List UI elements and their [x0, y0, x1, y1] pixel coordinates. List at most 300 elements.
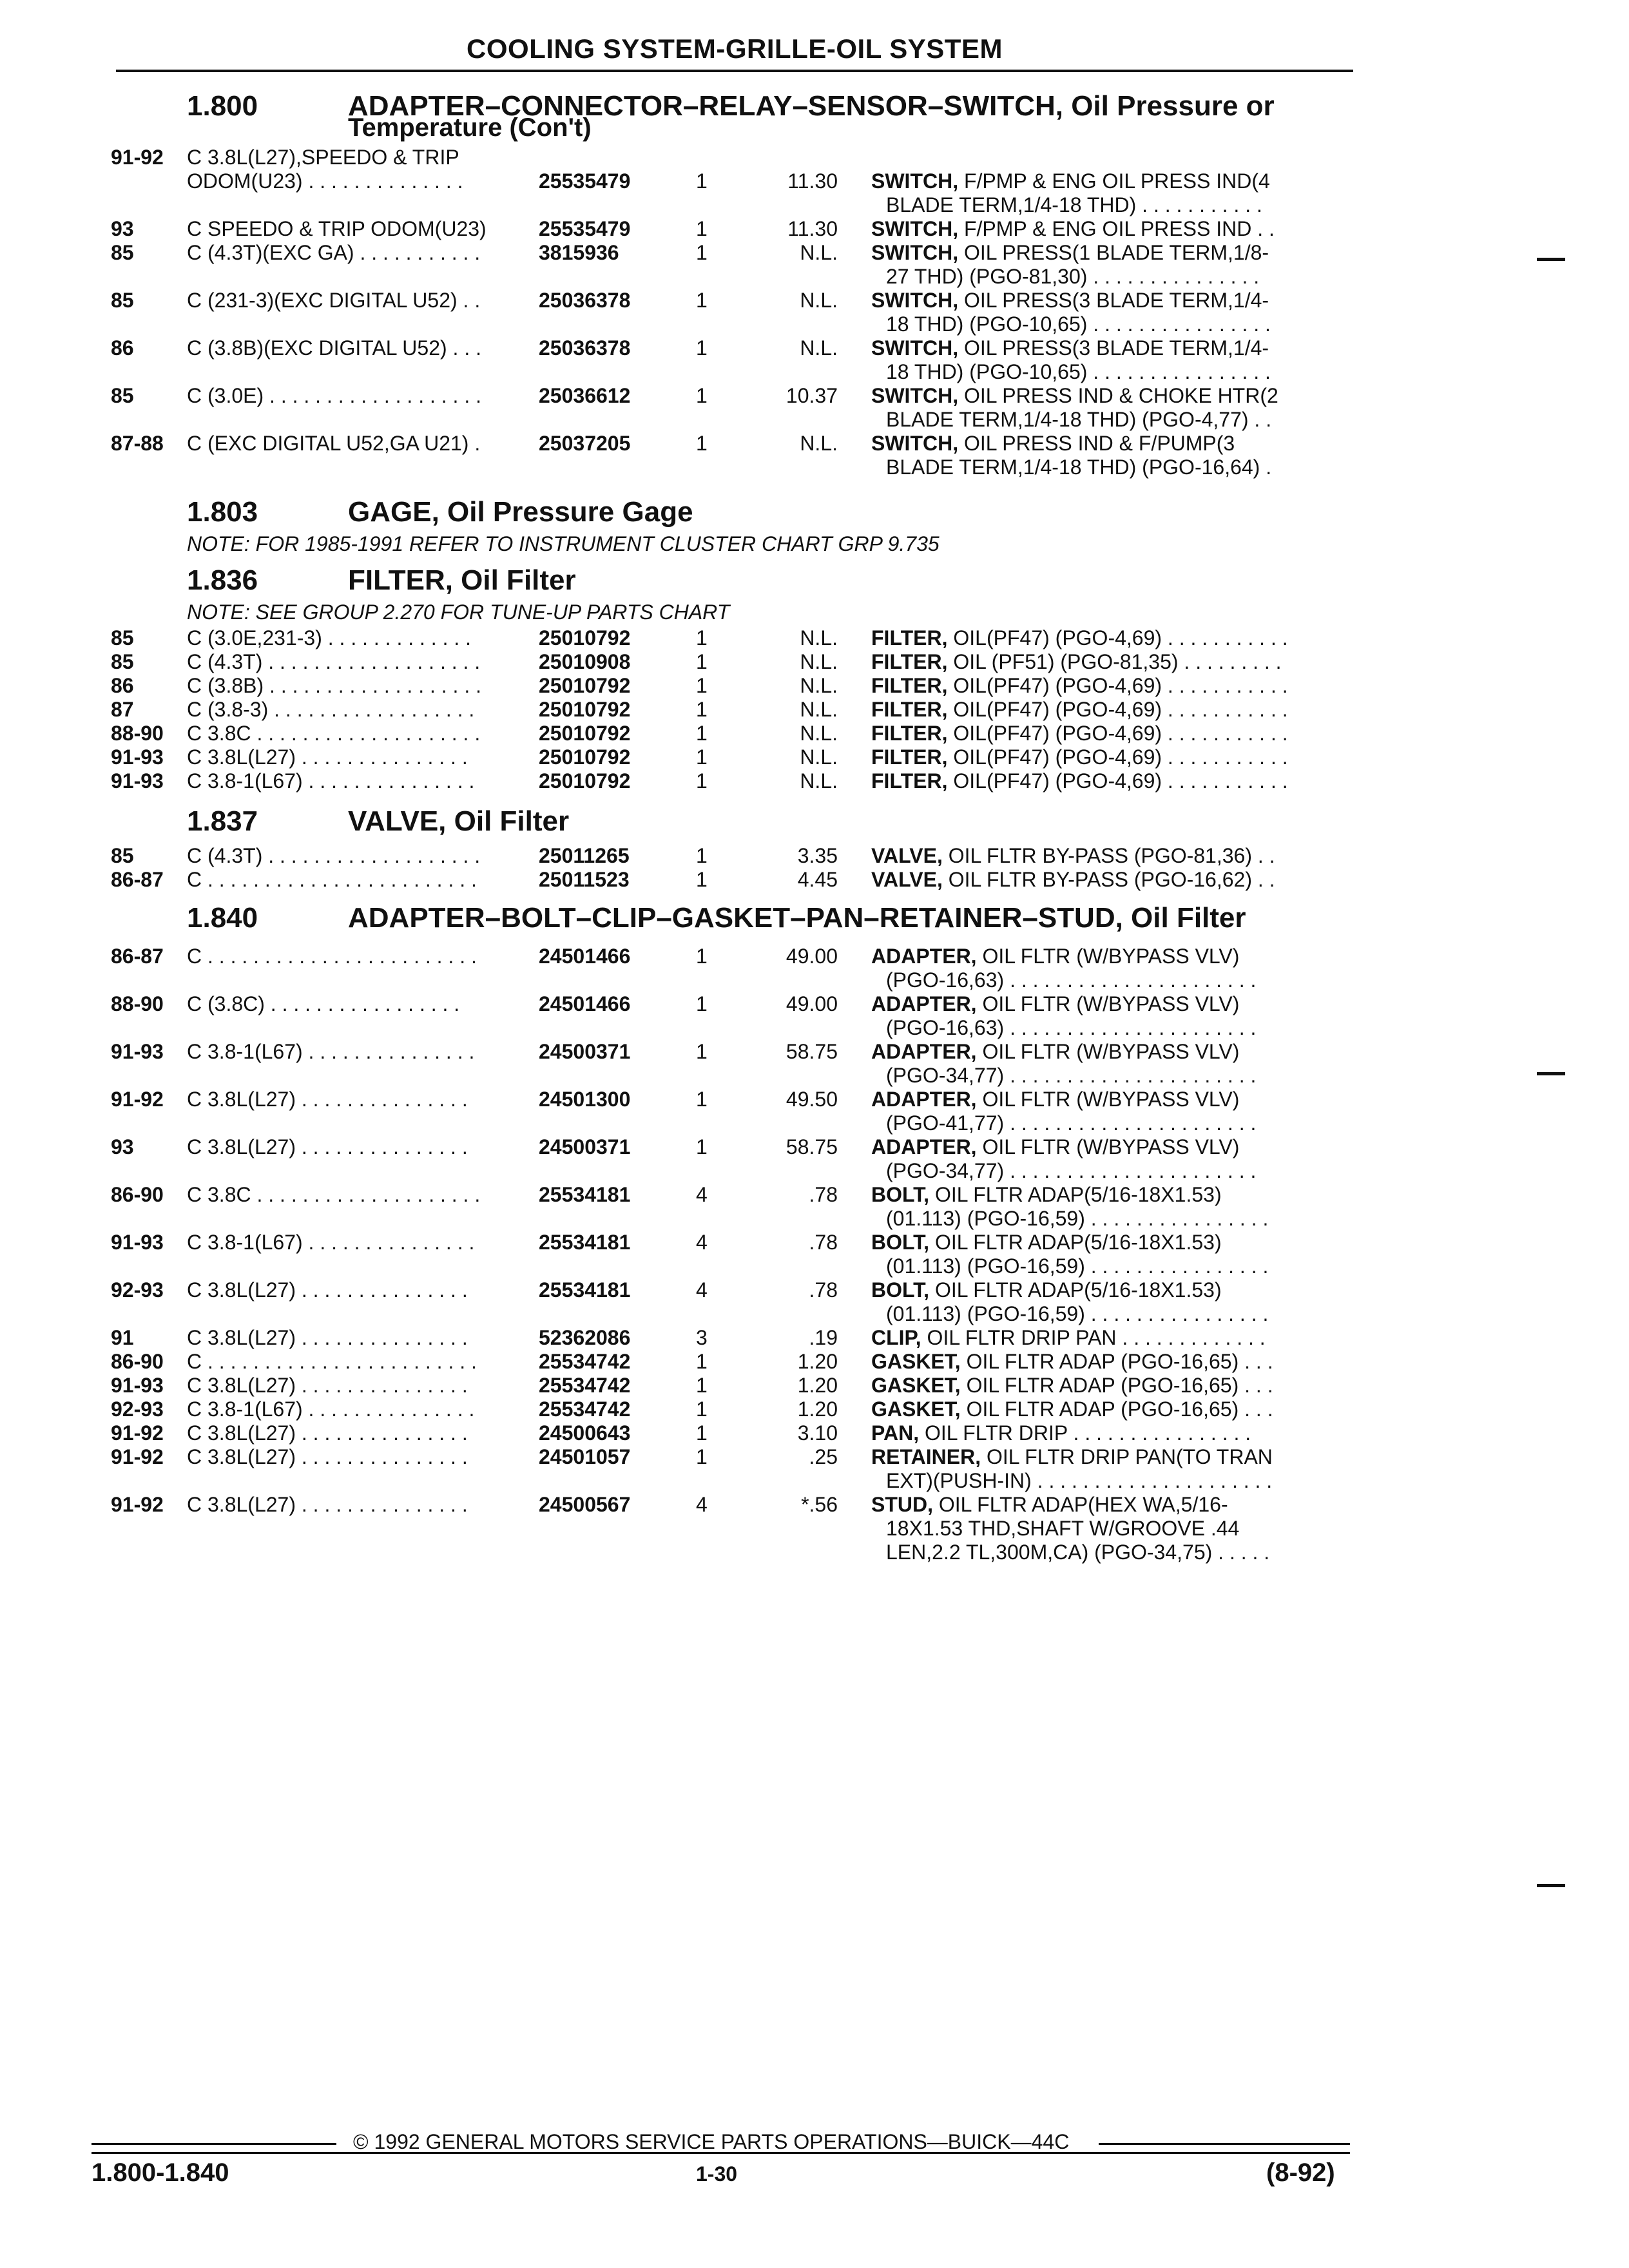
- row-description: [886, 968, 1256, 992]
- row-description-noun: BOLT,: [871, 1278, 930, 1302]
- row-description-text: 27 THD) (PGO-81,30) . . . . . . . . . . . . . . .: [886, 265, 1260, 288]
- row-price: 3.35: [797, 844, 838, 867]
- row-quantity: 1: [696, 868, 708, 891]
- row-description-text: OIL FLTR ADAP(5/16-18X1.53): [934, 1183, 1222, 1206]
- row-price: 4.45: [797, 868, 838, 891]
- row-application: C 3.8L(L27) . . . . . . . . . . . . . . .: [187, 1421, 468, 1445]
- row-application: C (231-3)(EXC DIGITAL U52) . .: [187, 289, 481, 312]
- row-quantity: 1: [696, 1445, 708, 1468]
- row-part-number: 24500371: [539, 1135, 631, 1158]
- row-quantity: 1: [696, 992, 708, 1015]
- row-quantity: 4: [696, 1493, 708, 1516]
- row-description: [871, 1493, 1228, 1517]
- row-description-text: (PGO-41,77) . . . . . . . . . . . . . . . . . . . . . .: [886, 1111, 1257, 1135]
- row-price: 11.30: [787, 217, 838, 240]
- parts-row: [0, 844, 1629, 870]
- row-description: [871, 384, 1278, 408]
- parts-row: [0, 336, 1629, 362]
- parts-row: [0, 1374, 1629, 1399]
- row-description: [886, 360, 1271, 384]
- row-price: *.56: [801, 1493, 838, 1516]
- row-description: [871, 1398, 1273, 1421]
- section-title: FILTER, Oil Filter: [348, 564, 576, 596]
- section-1803-heading: [187, 496, 693, 528]
- row-description-text: (PGO-34,77) . . . . . . . . . . . . . . . . . . . . . .: [886, 1159, 1257, 1182]
- row-price: N.L.: [800, 289, 838, 312]
- parts-row: [0, 722, 1629, 747]
- row-description-text: OIL FLTR (W/BYPASS VLV): [982, 992, 1240, 1015]
- row-application: C (4.3T)(EXC GA) . . . . . . . . . . .: [187, 241, 481, 264]
- row-price: N.L.: [800, 650, 838, 673]
- row-description-text: OIL FLTR ADAP(5/16-18X1.53): [934, 1231, 1222, 1254]
- row-description: [871, 868, 1275, 892]
- row-description-noun: FILTER,: [871, 722, 948, 745]
- parts-row: [0, 1254, 1629, 1280]
- row-description-text: OIL FLTR BY-PASS (PGO-81,36) . .: [948, 844, 1275, 867]
- row-description: [871, 945, 1239, 968]
- row-description-noun: ADAPTER,: [871, 1135, 977, 1158]
- row-part-number: 3815936: [539, 241, 619, 264]
- row-year: 86: [111, 336, 134, 360]
- section-number: 1.840: [187, 902, 258, 934]
- row-description: [871, 769, 1288, 793]
- parts-row: [0, 1350, 1629, 1376]
- row-quantity: 1: [696, 1040, 708, 1063]
- row-description-noun: BOLT,: [871, 1231, 930, 1254]
- row-price: .78: [809, 1183, 838, 1206]
- row-price: 58.75: [786, 1135, 838, 1158]
- parts-row: [0, 674, 1629, 700]
- row-part-number: 25535479: [539, 169, 631, 193]
- row-year: 93: [111, 217, 134, 240]
- parts-row: [0, 1469, 1629, 1495]
- row-quantity: 1: [696, 384, 708, 407]
- row-description: [871, 1374, 1273, 1398]
- row-description-text: 18X1.53 THD,SHAFT W/GROOVE .44: [886, 1517, 1240, 1540]
- row-quantity: 1: [696, 1135, 708, 1158]
- row-description: [886, 1517, 1239, 1541]
- row-description: [871, 844, 1275, 868]
- row-description: [871, 745, 1288, 769]
- parts-row: [0, 745, 1629, 771]
- row-year: 91-92: [111, 146, 164, 169]
- row-description-noun: SWITCH,: [871, 241, 959, 264]
- section-1836-heading: [187, 564, 576, 597]
- row-quantity: 3: [696, 1326, 708, 1349]
- row-description: [886, 1016, 1256, 1040]
- row-price: N.L.: [800, 336, 838, 360]
- parts-row: [0, 1231, 1629, 1256]
- row-description-text: LEN,2.2 TL,300M,CA) (PGO-34,75) . . . . .: [886, 1541, 1270, 1564]
- parts-row: [0, 1541, 1629, 1566]
- row-description-text: OIL FLTR ADAP(HEX WA,5/16-: [938, 1493, 1228, 1516]
- row-description-noun: FILTER,: [871, 745, 948, 769]
- row-description: [871, 650, 1282, 674]
- row-quantity: 1: [696, 1350, 708, 1373]
- row-description: [871, 674, 1288, 698]
- row-application: C 3.8C . . . . . . . . . . . . . . . . . . . .: [187, 722, 481, 745]
- row-description-noun: VALVE,: [871, 844, 943, 867]
- row-part-number: 52362086: [539, 1326, 631, 1349]
- row-year: 88-90: [111, 992, 164, 1015]
- row-description-text: (01.113) (PGO-16,59) . . . . . . . . . . . . . . . .: [886, 1207, 1269, 1230]
- row-part-number: 25010792: [539, 722, 631, 745]
- row-description-text: OIL FLTR (W/BYPASS VLV): [982, 1040, 1240, 1063]
- parts-row: [0, 1326, 1629, 1352]
- row-quantity: 1: [696, 674, 708, 697]
- row-description: [871, 1278, 1222, 1302]
- row-quantity: 1: [696, 217, 708, 240]
- row-part-number: 25535479: [539, 217, 631, 240]
- row-description-text: 18 THD) (PGO-10,65) . . . . . . . . . . . . . . . .: [886, 312, 1271, 336]
- parts-row: [0, 456, 1629, 481]
- row-price: 1.20: [797, 1350, 838, 1373]
- row-description: [871, 626, 1288, 650]
- row-application: C 3.8-1(L67) . . . . . . . . . . . . . . .: [187, 769, 475, 793]
- row-quantity: 1: [696, 1421, 708, 1445]
- row-description-text: OIL FLTR DRIP PAN(TO TRAN: [986, 1445, 1273, 1468]
- parts-row: [0, 217, 1629, 243]
- row-description-text: BLADE TERM,1/4-18 THD) (PGO-16,64) .: [886, 456, 1272, 479]
- row-description-noun: SWITCH,: [871, 432, 959, 455]
- row-description-text: F/PMP & ENG OIL PRESS IND . .: [963, 217, 1275, 240]
- row-description-text: OIL FLTR (W/BYPASS VLV): [982, 945, 1240, 968]
- row-year: 91-93: [111, 1040, 164, 1063]
- row-application: C (3.0E) . . . . . . . . . . . . . . . . . . .: [187, 384, 481, 407]
- parts-row: [0, 1111, 1629, 1137]
- row-description-text: EXT)(PUSH-IN) . . . . . . . . . . . . . . . . . . . . .: [886, 1469, 1273, 1492]
- row-quantity: 1: [696, 336, 708, 360]
- row-description-noun: SWITCH,: [871, 169, 959, 193]
- row-price: 10.37: [786, 384, 838, 407]
- row-year: 86-87: [111, 868, 164, 891]
- row-application: C (3.0E,231-3) . . . . . . . . . . . . .: [187, 626, 472, 649]
- row-quantity: 1: [696, 722, 708, 745]
- parts-row: [0, 265, 1629, 291]
- row-part-number: 25036378: [539, 336, 631, 360]
- row-quantity: 1: [696, 432, 708, 455]
- row-price: N.L.: [800, 722, 838, 745]
- row-quantity: 1: [696, 169, 708, 193]
- row-description-noun: PAN,: [871, 1421, 920, 1445]
- row-part-number: 25010792: [539, 698, 631, 721]
- row-year: 91-93: [111, 769, 164, 793]
- row-part-number: 25534181: [539, 1183, 631, 1206]
- row-description-noun: VALVE,: [871, 868, 943, 891]
- row-quantity: 1: [696, 1088, 708, 1111]
- parts-row: [0, 289, 1629, 314]
- parts-row: [0, 1207, 1629, 1233]
- row-description-text: OIL FLTR (W/BYPASS VLV): [982, 1088, 1240, 1111]
- row-application: C 3.8L(L27) . . . . . . . . . . . . . . .: [187, 1135, 468, 1158]
- row-price: 11.30: [787, 169, 838, 193]
- row-quantity: 1: [696, 626, 708, 649]
- footer-rule: [92, 2152, 1350, 2154]
- row-part-number: 24500567: [539, 1493, 631, 1516]
- row-description-noun: GASKET,: [871, 1350, 961, 1373]
- row-description-text: OIL PRESS(3 BLADE TERM,1/4-: [963, 289, 1269, 312]
- row-price: N.L.: [800, 674, 838, 697]
- section-1800-title-cont: Temperature (Con't): [348, 113, 592, 142]
- row-part-number: 25011265: [539, 844, 630, 867]
- row-application: C SPEEDO & TRIP ODOM(U23): [187, 217, 487, 240]
- page-header-title: COOLING SYSTEM-GRILLE-OIL SYSTEM: [467, 34, 1003, 64]
- row-application: C 3.8C . . . . . . . . . . . . . . . . . . . .: [187, 1183, 481, 1206]
- row-year: 85: [111, 626, 134, 649]
- header-rule: [116, 70, 1353, 72]
- parts-row: [0, 408, 1629, 434]
- row-description: [871, 1183, 1222, 1207]
- row-year: 92-93: [111, 1278, 164, 1302]
- row-description: [871, 289, 1269, 312]
- row-description-noun: GASKET,: [871, 1398, 961, 1421]
- row-year: 91-92: [111, 1421, 164, 1445]
- row-part-number: 24500643: [539, 1421, 631, 1445]
- parts-row: [0, 146, 1629, 171]
- parts-row: [0, 1016, 1629, 1042]
- row-description-noun: FILTER,: [871, 650, 948, 673]
- row-part-number: 24500371: [539, 1040, 631, 1063]
- row-year: 85: [111, 650, 134, 673]
- footer-rule-left: [92, 2143, 336, 2145]
- row-year: 86-90: [111, 1350, 164, 1373]
- row-application: C 3.8L(L27) . . . . . . . . . . . . . . .: [187, 1374, 468, 1397]
- row-description-text: OIL FLTR DRIP PAN . . . . . . . . . . . . .: [927, 1326, 1266, 1349]
- row-description: [871, 992, 1239, 1016]
- row-description-text: F/PMP & ENG OIL PRESS IND(4: [963, 169, 1270, 193]
- row-year: 91-93: [111, 1231, 164, 1254]
- row-application: C . . . . . . . . . . . . . . . . . . . . . . . .: [187, 945, 477, 968]
- margin-mark: [1537, 258, 1565, 261]
- row-description-text: 18 THD) (PGO-10,65) . . . . . . . . . . . . . . . .: [886, 360, 1271, 383]
- row-description: [871, 1445, 1273, 1469]
- margin-mark: [1537, 1884, 1565, 1887]
- row-description-noun: FILTER,: [871, 769, 948, 793]
- row-year: 86: [111, 674, 134, 697]
- row-application: C 3.8L(L27) . . . . . . . . . . . . . . .: [187, 1278, 468, 1302]
- row-part-number: 25534181: [539, 1231, 631, 1254]
- row-description-text: OIL(PF47) (PGO-4,69) . . . . . . . . . . .: [953, 769, 1288, 793]
- row-description-text: OIL PRESS(3 BLADE TERM,1/4-: [963, 336, 1269, 360]
- row-price: 49.00: [786, 945, 838, 968]
- parts-row: [0, 384, 1629, 410]
- row-price: .78: [809, 1231, 838, 1254]
- row-description-text: OIL PRESS IND & CHOKE HTR(2: [963, 384, 1278, 407]
- parts-row: [0, 1421, 1629, 1447]
- row-application: C 3.8L(L27) . . . . . . . . . . . . . . .: [187, 1088, 468, 1111]
- footer-copyright: © 1992 GENERAL MOTORS SERVICE PARTS OPERATIONS—BUICK—44C: [353, 2130, 1070, 2153]
- row-description-text: (PGO-34,77) . . . . . . . . . . . . . . . . . . . . . .: [886, 1064, 1257, 1087]
- parts-row: [0, 1493, 1629, 1519]
- row-price: .78: [809, 1278, 838, 1302]
- row-part-number: 24501300: [539, 1088, 631, 1111]
- row-description-noun: FILTER,: [871, 626, 948, 649]
- row-description-noun: ADAPTER,: [871, 945, 977, 968]
- section-title: GAGE, Oil Pressure Gage: [348, 496, 693, 528]
- row-year: 91-93: [111, 1374, 164, 1397]
- row-price: N.L.: [800, 432, 838, 455]
- row-year: 91-92: [111, 1088, 164, 1111]
- row-description: [871, 217, 1275, 241]
- row-description: [886, 456, 1271, 479]
- parts-row: [0, 1088, 1629, 1113]
- row-description-text: OIL (PF51) (PGO-81,35) . . . . . . . . .: [953, 650, 1282, 673]
- row-application: C (3.8-3) . . . . . . . . . . . . . . . . . .: [187, 698, 475, 721]
- row-year: 93: [111, 1135, 134, 1158]
- row-application: C . . . . . . . . . . . . . . . . . . . . . . . .: [187, 1350, 477, 1373]
- row-year: 85: [111, 289, 134, 312]
- row-part-number: 25036612: [539, 384, 631, 407]
- row-part-number: 25011523: [539, 868, 630, 891]
- row-description-noun: SWITCH,: [871, 289, 959, 312]
- row-description-text: (PGO-16,63) . . . . . . . . . . . . . . . . . . . . . .: [886, 968, 1257, 992]
- row-application: C 3.8-1(L67) . . . . . . . . . . . . . . .: [187, 1040, 475, 1063]
- row-price: 49.50: [786, 1088, 838, 1111]
- parts-row: [0, 626, 1629, 652]
- row-description-text: OIL(PF47) (PGO-4,69) . . . . . . . . . . .: [953, 722, 1288, 745]
- row-description: [871, 698, 1288, 722]
- row-description: [886, 312, 1271, 336]
- row-description: [886, 1064, 1256, 1088]
- row-description-text: OIL(PF47) (PGO-4,69) . . . . . . . . . . .: [953, 674, 1288, 697]
- row-part-number: 24501466: [539, 992, 631, 1015]
- row-description-text: OIL FLTR (W/BYPASS VLV): [982, 1135, 1240, 1158]
- row-description-text: OIL FLTR BY-PASS (PGO-16,62) . .: [948, 868, 1275, 891]
- row-application: C (3.8B) . . . . . . . . . . . . . . . . . . .: [187, 674, 481, 697]
- footer-section-range: 1.800-1.840: [92, 2158, 229, 2187]
- row-description-noun: GASKET,: [871, 1374, 961, 1397]
- section-title: VALVE, Oil Filter: [348, 805, 570, 837]
- row-part-number: 25534742: [539, 1374, 631, 1397]
- row-part-number: 25036378: [539, 289, 631, 312]
- row-application: C 3.8L(L27) . . . . . . . . . . . . . . .: [187, 1493, 468, 1516]
- section-number: 1.803: [187, 496, 258, 528]
- row-description: [871, 1040, 1239, 1064]
- footer-page-number: 1-30: [696, 2162, 738, 2186]
- parts-row: [0, 1278, 1629, 1304]
- parts-row: [0, 193, 1629, 219]
- row-application: C 3.8L(L27),SPEEDO & TRIP: [187, 146, 459, 169]
- footer-rule-right: [1099, 2143, 1350, 2145]
- row-description-text: BLADE TERM,1/4-18 THD) (PGO-4,77) . .: [886, 408, 1272, 431]
- row-description: [886, 1159, 1256, 1183]
- parts-row: [0, 1064, 1629, 1090]
- row-description-noun: RETAINER,: [871, 1445, 981, 1468]
- row-part-number: 25534742: [539, 1350, 631, 1373]
- parts-row: [0, 1183, 1629, 1209]
- row-quantity: 1: [696, 745, 708, 769]
- row-quantity: 1: [696, 698, 708, 721]
- margin-mark: [1537, 1072, 1565, 1075]
- row-description: [871, 1135, 1239, 1159]
- row-application: C (3.8C) . . . . . . . . . . . . . . . . .: [187, 992, 460, 1015]
- row-description-text: OIL(PF47) (PGO-4,69) . . . . . . . . . . .: [953, 745, 1288, 769]
- row-price: N.L.: [800, 626, 838, 649]
- row-application: C (4.3T) . . . . . . . . . . . . . . . . . . .: [187, 844, 481, 867]
- parts-row: [0, 432, 1629, 457]
- parts-row: [0, 968, 1629, 994]
- row-part-number: 24501057: [539, 1445, 631, 1468]
- row-quantity: 4: [696, 1231, 708, 1254]
- row-description-noun: SWITCH,: [871, 217, 959, 240]
- row-description: [871, 1350, 1273, 1374]
- row-description: [886, 1469, 1272, 1493]
- row-description: [886, 1541, 1269, 1564]
- row-application: ODOM(U23) . . . . . . . . . . . . . .: [187, 169, 463, 193]
- row-description: [871, 336, 1269, 360]
- row-description-noun: STUD,: [871, 1493, 933, 1516]
- row-price: 58.75: [786, 1040, 838, 1063]
- row-price: N.L.: [800, 241, 838, 264]
- row-year: 85: [111, 844, 134, 867]
- row-description-text: OIL(PF47) (PGO-4,69) . . . . . . . . . . .: [953, 626, 1288, 649]
- row-quantity: 1: [696, 650, 708, 673]
- row-description-text: (PGO-16,63) . . . . . . . . . . . . . . . . . . . . . .: [886, 1016, 1257, 1039]
- row-application: C (EXC DIGITAL U52,GA U21) .: [187, 432, 481, 455]
- row-description: [886, 408, 1271, 432]
- parts-row: [0, 698, 1629, 724]
- row-description-text: BLADE TERM,1/4-18 THD) . . . . . . . . . . .: [886, 193, 1262, 216]
- row-part-number: 25010792: [539, 769, 631, 793]
- row-application: C 3.8L(L27) . . . . . . . . . . . . . . .: [187, 745, 468, 769]
- section-title: ADAPTER–CONNECTOR–RELAY–SENSOR–SWITCH, Oil Pressure or: [348, 90, 1275, 122]
- row-description-text: OIL FLTR DRIP . . . . . . . . . . . . . . . .: [924, 1421, 1251, 1445]
- row-quantity: 1: [696, 1374, 708, 1397]
- section-number: 1.800: [187, 90, 258, 122]
- row-description: [871, 1231, 1222, 1254]
- row-part-number: 25534742: [539, 1398, 631, 1421]
- row-description-noun: FILTER,: [871, 698, 948, 721]
- row-price: N.L.: [800, 769, 838, 793]
- row-description-text: OIL FLTR ADAP (PGO-16,65) . . .: [966, 1374, 1273, 1397]
- row-year: 85: [111, 241, 134, 264]
- row-part-number: 25010792: [539, 626, 631, 649]
- parts-row: [0, 1135, 1629, 1161]
- row-quantity: 4: [696, 1278, 708, 1302]
- row-quantity: 1: [696, 769, 708, 793]
- row-price: N.L.: [800, 698, 838, 721]
- row-application: C 3.8-1(L67) . . . . . . . . . . . . . . .: [187, 1398, 475, 1421]
- section-1803-note: NOTE: FOR 1985-1991 REFER TO INSTRUMENT CLUSTER CHART GRP 9.735: [187, 532, 940, 555]
- row-application: C . . . . . . . . . . . . . . . . . . . . . . . .: [187, 868, 477, 891]
- row-year: 88-90: [111, 722, 164, 745]
- row-description-text: (01.113) (PGO-16,59) . . . . . . . . . . . . . . . .: [886, 1254, 1269, 1278]
- row-description-text: (01.113) (PGO-16,59) . . . . . . . . . . . . . . . .: [886, 1302, 1269, 1325]
- row-description-noun: FILTER,: [871, 674, 948, 697]
- row-part-number: 25037205: [539, 432, 631, 455]
- row-year: 91-92: [111, 1445, 164, 1468]
- row-price: 1.20: [797, 1374, 838, 1397]
- parts-row: [0, 992, 1629, 1018]
- row-application: C 3.8-1(L67) . . . . . . . . . . . . . . .: [187, 1231, 475, 1254]
- row-description-noun: BOLT,: [871, 1183, 930, 1206]
- row-description: [886, 265, 1259, 289]
- row-quantity: 1: [696, 945, 708, 968]
- row-description-text: OIL FLTR ADAP(5/16-18X1.53): [934, 1278, 1222, 1302]
- row-description: [886, 193, 1262, 217]
- row-description: [871, 241, 1269, 265]
- row-description-noun: SWITCH,: [871, 336, 959, 360]
- row-year: 87: [111, 698, 134, 721]
- row-part-number: 24501466: [539, 945, 631, 968]
- row-price: N.L.: [800, 745, 838, 769]
- row-application: C 3.8L(L27) . . . . . . . . . . . . . . .: [187, 1326, 468, 1349]
- parts-row: [0, 312, 1629, 338]
- parts-row: [0, 1517, 1629, 1542]
- row-application: C (4.3T) . . . . . . . . . . . . . . . . . . .: [187, 650, 481, 673]
- row-part-number: 25010908: [539, 650, 631, 673]
- row-year: 91-92: [111, 1493, 164, 1516]
